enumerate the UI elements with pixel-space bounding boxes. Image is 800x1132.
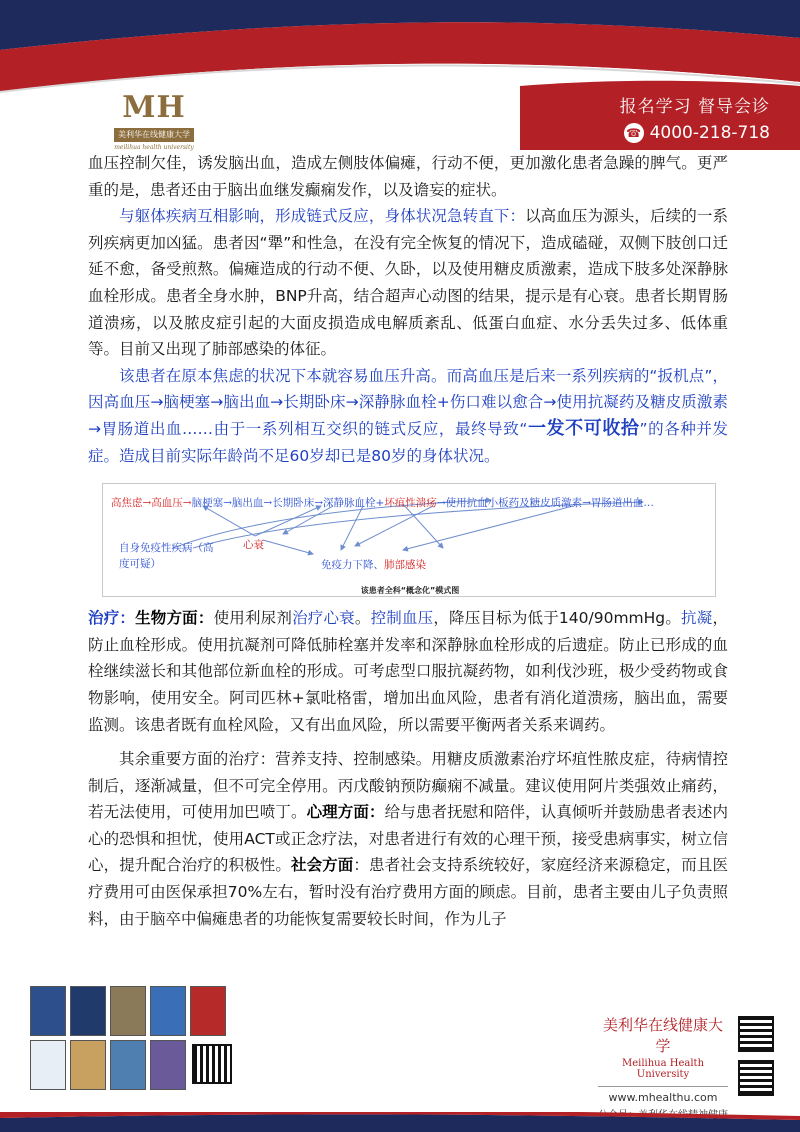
chain-segment-red: 高焦虑→高血压→ bbox=[111, 497, 192, 510]
book-cover[interactable] bbox=[110, 986, 146, 1036]
footer-brand-en: Meilihua Health University bbox=[621, 1058, 705, 1080]
footer-divider bbox=[598, 1086, 728, 1087]
bio-label: 生物方面： bbox=[135, 609, 214, 628]
book-covers bbox=[30, 984, 240, 1096]
diagram-caption: 该患者全科“概念化”模式图 bbox=[360, 586, 460, 596]
bio-text-4: ，防止血栓形成。使用抗凝剂可降低肺栓塞并发率和深静脉血栓形成的后遗症。防止已形成的血栓继续滋长和其他部位新血栓的形成。可考虑型口服抗凝药物，如利伐沙班，极少受药物或食物影响，使用安全。阿司匹林+氯吡格雷，增加出血风险，患者有消化道溃疡，脑出血，需要监测。该患者既有血栓风险，又有出血风险，所以需要平衡两者关系来调药。 bbox=[88, 609, 728, 734]
treatment-label: 治疗： bbox=[88, 609, 136, 628]
book-cover[interactable] bbox=[150, 986, 186, 1036]
footer-brand bbox=[598, 1014, 728, 1121]
article-body bbox=[88, 150, 728, 932]
logo-mark: MH bbox=[122, 90, 186, 125]
phone-row bbox=[620, 123, 770, 143]
book-qr-code-icon[interactable] bbox=[192, 1044, 232, 1084]
wechat-qr-code-icon[interactable] bbox=[738, 1060, 774, 1096]
bio-anticoag: 抗凝 bbox=[681, 609, 713, 628]
psy-text: 给与患者抚慰和陪伴，认真倾听并鼓励患者表述内心的恐惧和担忧，使用ACT或正念疗法，对患者进行有效的心理干预，接受患病事实，树立信心，提升配合治疗的积极性。 bbox=[88, 803, 728, 875]
phone-number[interactable]: 4000-218-718 bbox=[649, 123, 770, 143]
book-cover[interactable] bbox=[70, 986, 106, 1036]
paragraph-3-emphasis: 一发不可收拾 bbox=[527, 417, 640, 439]
chain-segment-blue: 脑梗塞→脑出血→长期卧床→深静脉血栓+ bbox=[191, 497, 385, 510]
footer-wave-bar bbox=[0, 1112, 800, 1132]
contact-block bbox=[620, 92, 770, 143]
paragraph-2-text: 以高血压为源头，后续的一系列疾病更加凶猛。患者因“犟”和性急，在没有完全恢复的情况下，造成磕碰，双侧下肢创口迁延不愈，备受煎熬。偏瘫造成的行动不便、久卧，以及使用糖皮质激素，造成下肢多处深静脉血栓形成。患者全身水肿，BNP升高，结合超声心动图的结果，提示是有心衰。患者长期胃肠道溃疡，以及脓皮症引起的大面皮损造成电解质紊乱、低蛋白血症、水分丢失过多、低体重等。目前又出现了肺部感染的体征。 bbox=[88, 207, 728, 359]
bio-text-3: ，降压目标为低于140/90mmHg。 bbox=[433, 609, 682, 628]
diagram-heart-failure: 心衰 bbox=[243, 539, 264, 552]
paragraph-3-tail: ”的各种并发症。造成目前实际年龄尚不足60岁却已是80岁的身体状况。 bbox=[88, 419, 728, 465]
paragraph-treatment bbox=[88, 605, 728, 738]
diagram-immune-down bbox=[321, 552, 426, 579]
chain-segment-tail: →使用抗血小板药及糖皮质激素→胃肠道出血… bbox=[436, 497, 654, 510]
bio-bp-control: 控制血压 bbox=[370, 609, 434, 628]
diagram-autoimmune: 自身免疫性疾病（高度可疑） bbox=[119, 542, 214, 571]
paragraph-3 bbox=[88, 363, 728, 469]
book-cover[interactable] bbox=[110, 1040, 146, 1090]
immune-down-label: 免疫力下降、 bbox=[321, 559, 384, 572]
chain-segment-ulcer: 坏疽性溃疡 bbox=[384, 497, 437, 510]
book-cover[interactable] bbox=[150, 1040, 186, 1090]
bio-text-2: 。 bbox=[354, 609, 371, 628]
concept-diagram bbox=[102, 483, 716, 597]
lung-infection-label: 肺部感染 bbox=[384, 559, 426, 572]
paragraph-3-text: 该患者在原本焦虑的状况下本就容易血压升高。而高血压是后来一系列疾病的“扳机点”，因高血压→脑梗塞→脑出血→长期卧床→深静脉血栓+伤口难以愈合→使用抗凝药及糖皮质激素→胃肠道出血……由于一系列相互交织的链式反应，最终导致“ bbox=[88, 366, 728, 438]
book-cover[interactable] bbox=[190, 986, 226, 1036]
logo-name: 美利华在线健康大学 bbox=[114, 128, 194, 142]
other-treatment-text: 其余重要方面的治疗：营养支持、控制感染。用糖皮质激素治疗坏疽性脓皮症，待病情控制后，逐渐减量，但不可完全停用。丙戊酸钠预防癫痫不减量。建议使用阿片类强效止痛药，若无法使用，可使用加巴喷丁。 bbox=[88, 750, 728, 822]
social-text: ：患者社会支持系统较好，家庭经济来源稳定，而且医疗费用可由医保承担70%左右，暂时没有治疗费用方面的顾虑。目前，患者主要由儿子负责照料，由于脑卒中偏瘫患者的功能恢复需要较长时间，作为儿子 bbox=[88, 856, 728, 928]
paragraph-2 bbox=[88, 203, 728, 363]
book-cover[interactable] bbox=[30, 986, 66, 1036]
bio-heart-failure: 治疗心衰 bbox=[292, 609, 355, 628]
footer-url[interactable]: www.mhealthu.com bbox=[608, 1091, 718, 1104]
bio-text-1: 使用利尿剂 bbox=[213, 609, 293, 628]
psy-label: 心理方面： bbox=[306, 803, 385, 822]
social-label: 社会方面 bbox=[290, 856, 354, 875]
paragraph-2-lead: 与躯体疾病互相影响，形成链式反应，身体状况急转直下： bbox=[119, 207, 526, 226]
paragraph-other-treatment bbox=[88, 746, 728, 932]
website-qr-code-icon[interactable] bbox=[738, 1016, 774, 1052]
slogan: 报名学习 督导会诊 bbox=[619, 97, 770, 117]
footer-brand-cn: 美利华在线健康大学 bbox=[602, 1016, 723, 1055]
page-header bbox=[0, 0, 800, 160]
book-cover[interactable] bbox=[30, 1040, 66, 1090]
diagram-chain bbox=[111, 490, 654, 517]
book-cover[interactable] bbox=[70, 1040, 106, 1090]
logo-subtitle: meilihua health university bbox=[114, 144, 194, 151]
paragraph-1: 血压控制欠佳，诱发脑出血，造成左侧肢体偏瘫，行动不便，更加激化患者急躁的脾气。更严重的是，患者还由于脑出血继发癫痫发作，以及谵妄的症状。 bbox=[88, 154, 728, 199]
phone-icon: ☎ bbox=[624, 123, 644, 143]
